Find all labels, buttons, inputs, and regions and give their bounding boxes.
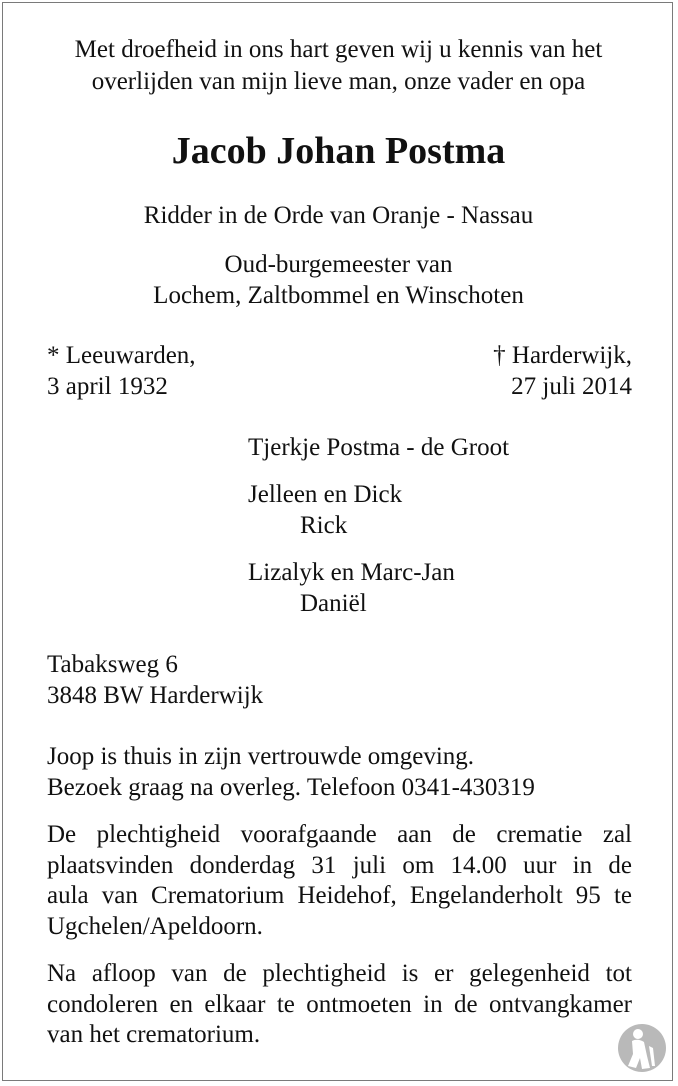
spouse: Tjerkje Postma - de Groot [248, 434, 510, 461]
visit-line-2: Bezoek graag na overleg. Telefoon 0341-430319 [47, 774, 535, 801]
visit-line-1: Joop is thuis in zijn vertrouwde omgeving. [47, 743, 475, 770]
birth-date: 3 april 1932 [47, 373, 168, 400]
former-role-line-2: Lochem, Zaltbommel en Winschoten [153, 282, 524, 309]
address-street: Tabaksweg 6 [47, 651, 178, 678]
death-notice-card [2, 2, 673, 1081]
deceased-name: Jacob Johan Postma [171, 130, 506, 172]
birth-place: * Leeuwarden, [47, 342, 196, 369]
grandchild-2: Daniël [300, 590, 367, 617]
mourning-figure-logo-icon [616, 1022, 668, 1074]
condolence-line-3: van het crematorium. [47, 1021, 261, 1048]
ceremony-paragraph [47, 820, 632, 942]
ceremony-line-2: plaatsvinden donderdag 31 juli om 14.00 uur in de [47, 851, 632, 879]
condolence-line-2: condoleren en elkaar te ontmoeten in de ontvangkamer [47, 990, 632, 1018]
intro-line-2: overlijden van mijn lieve man, onze vader en opa [91, 68, 586, 95]
grandchild-1: Rick [300, 512, 348, 539]
address-city: 3848 BW Harderwijk [47, 682, 264, 709]
intro-line-1: Met droefheid in ons hart geven wij u kennis van het [74, 36, 603, 63]
death-place: † Harderwijk, [493, 342, 632, 369]
condolence-line-1: Na afloop van de plechtigheid is er gelegenheid tot [47, 960, 632, 987]
distinction: Ridder in de Orde van Oranje - Nassau [143, 202, 534, 229]
ceremony-line-4: Ugchelen/Apeldoorn. [47, 912, 263, 940]
child-2: Lizalyk en Marc-Jan [248, 559, 455, 586]
former-role-line-1: Oud-burgemeester van [224, 251, 453, 278]
ceremony-line-3: aula van Crematorium Heidehof, Engelanderholt 95 te [47, 882, 632, 909]
condolence-paragraph [47, 959, 632, 1051]
death-date: 27 juli 2014 [511, 373, 632, 400]
child-1: Jelleen en Dick [248, 481, 403, 508]
ceremony-line-1: De plechtigheid voorafgaande aan de crematie zal [47, 821, 632, 848]
